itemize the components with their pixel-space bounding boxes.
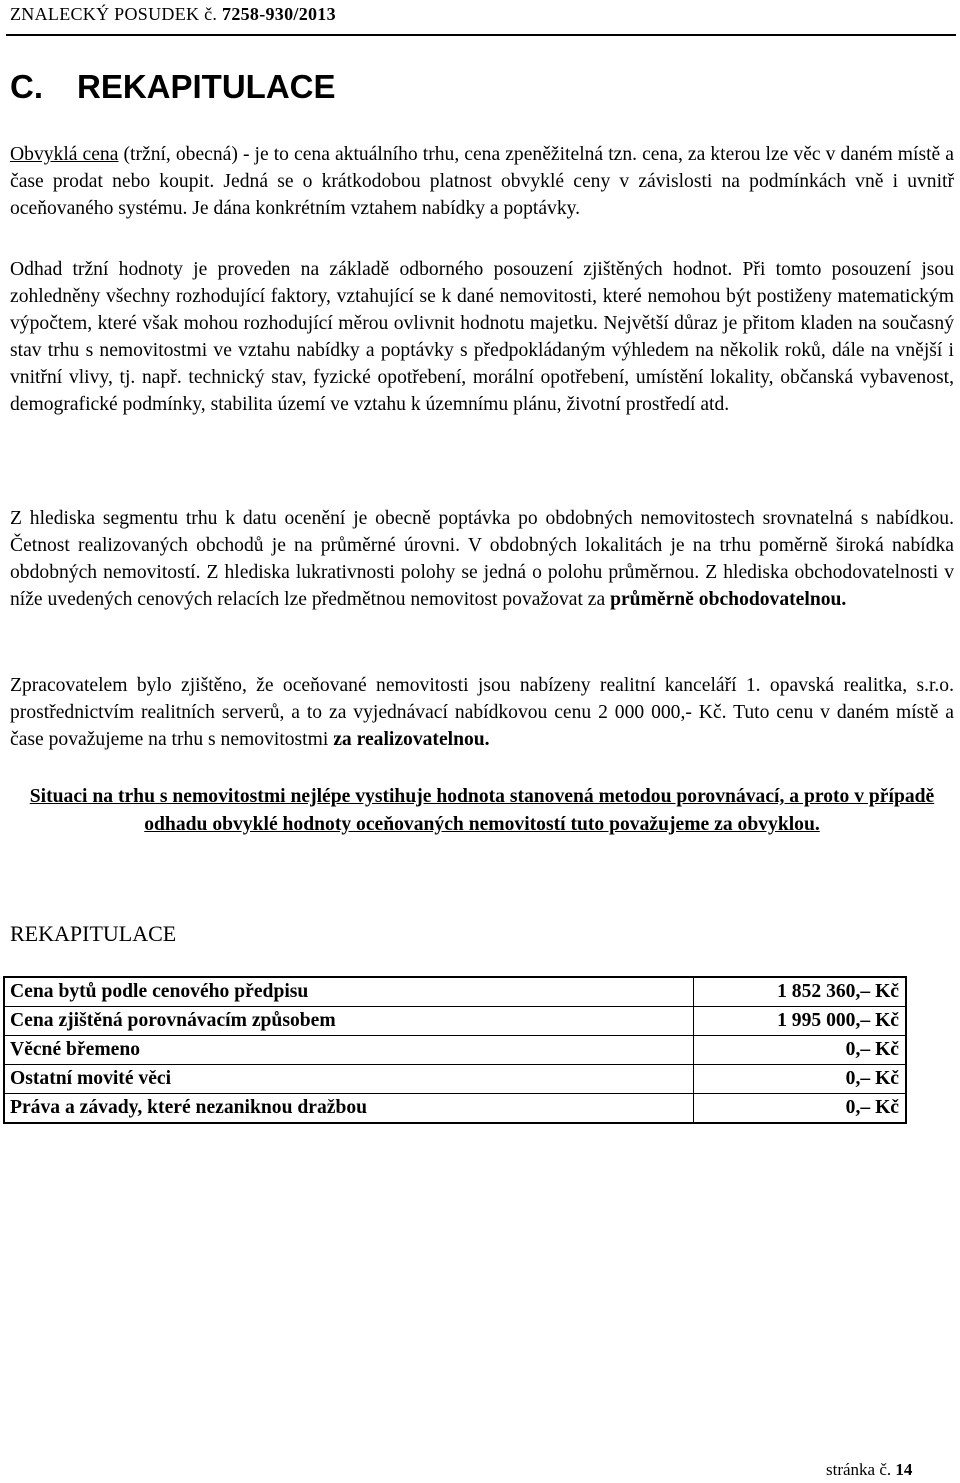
recap-table bbox=[3, 976, 907, 1124]
recap-label: Cena zjištěná porovnávacím způsobem bbox=[4, 1007, 694, 1036]
recap-label: Věcné břemeno bbox=[4, 1036, 694, 1065]
paragraph-text: Z hlediska segmentu trhu k datu ocenění je obecně poptávka po obdobných nemovitostech srovnatelná s nabídkou. Četnost realizovaných obchodů je na průměrné úrovni. V obdobných lokalitách je na trhu poměrně široká nabídka obdobných nemovitostí. Z hlediska lukrativnosti polohy se jedná o polohu průměrnou. Z hlediska obchodovatelnosti v níže uvedených cenových relacích lze předmětnou nemovitost považovat za bbox=[10, 508, 954, 610]
recap-label: Ostatní movité věci bbox=[4, 1065, 694, 1094]
document-header bbox=[10, 4, 336, 25]
recap-value: 0,– Kč bbox=[694, 1036, 907, 1065]
recap-value: 1 852 360,– Kč bbox=[694, 977, 907, 1007]
recap-title: REKAPITULACE bbox=[10, 921, 177, 946]
section-letter: C. bbox=[10, 68, 43, 105]
header-prefix: ZNALECKÝ POSUDEK č. bbox=[10, 4, 218, 24]
table-row bbox=[4, 977, 906, 1007]
page-number: 14 bbox=[895, 1460, 913, 1479]
recap-value: 0,– Kč bbox=[694, 1065, 907, 1094]
table-row bbox=[4, 1094, 906, 1124]
table-row bbox=[4, 1007, 906, 1036]
paragraph-segment-trhu bbox=[10, 505, 954, 613]
table-row bbox=[4, 1065, 906, 1094]
paragraph-nabidka bbox=[10, 672, 954, 753]
paragraph-odhad bbox=[10, 256, 954, 418]
term-obvykla-cena: Obvyklá cena bbox=[10, 144, 119, 165]
paragraph-text: (tržní, obecná) - je to cena aktuálního trhu, cena zpeněžitelná tzn. cena, za kterou lze věc v daném místě a čase prodat nebo koupit. Jedná se o krátkodobou platnost obvyklé ceny v závislosti na podmínkách vně i uvnitř oceňovaného systému. Je dána konkrétním vztahem nabídky a poptávky. bbox=[10, 144, 955, 219]
section-title bbox=[10, 68, 336, 106]
paragraph-bold: za realizovatelnou. bbox=[333, 729, 490, 750]
paragraph-text: Zpracovatelem bylo zjištěno, že oceňované nemovitosti jsou nabízeny realitní kanceláří 1. opavská realitka, s.r.o. prostřednictvím realitních serverů, a to za vyjednávací nabídkovou cenu 2 000 000,- Kč. Tuto cenu v daném místě a čase považujeme na trhu s nemovitostmi bbox=[10, 675, 954, 750]
page-footer bbox=[826, 1460, 912, 1480]
header-divider bbox=[6, 34, 956, 36]
recap-label: Cena bytů podle cenového předpisu bbox=[4, 977, 694, 1007]
recap-value: 0,– Kč bbox=[694, 1094, 907, 1124]
header-number: 7258-930/2013 bbox=[222, 4, 336, 24]
recap-value: 1 995 000,– Kč bbox=[694, 1007, 907, 1036]
recap-label: Práva a závady, které nezaniknou dražbou bbox=[4, 1094, 694, 1124]
section-heading: REKAPITULACE bbox=[77, 68, 336, 105]
paragraph-bold: průměrně obchodovatelnou. bbox=[610, 589, 847, 610]
paragraph-obvykla-cena bbox=[10, 141, 954, 222]
footer-label: stránka č. bbox=[826, 1460, 892, 1479]
table-row bbox=[4, 1036, 906, 1065]
paragraph-text: Odhad tržní hodnoty je proveden na základě odborného posouzení zjištěných hodnot. Při tomto posouzení jsou zohledněny všechny rozhodující faktory, vztahující se k dané nemovitosti, které nemohou být postiženy matematickým výpočtem, které však mohou rozhodující měrou ovlivnit hodnotu majetku. Největší důraz je přitom kladen na současný stav trhu s nemovitostmi ve vztahu nabídky a poptávky s předpokládaným výhledem na několik roků, dále na vnější i vnitřní vlivy, tj. např. technický stav, fyzické opotřebení, morální opotřebení, umístění lokality, občanská vybavenost, demografické podmínky, stabilita území ve vztahu k územnímu plánu, životní prostředí atd. bbox=[10, 259, 954, 415]
emphasis-statement: Situaci na trhu s nemovitostmi nejlépe vystihuje hodnota stanovená metodou porovnávací, a proto v případě odhadu obvyklé hodnoty oceňovaných nemovitostí tuto považujeme za obvyklou. bbox=[29, 786, 935, 835]
